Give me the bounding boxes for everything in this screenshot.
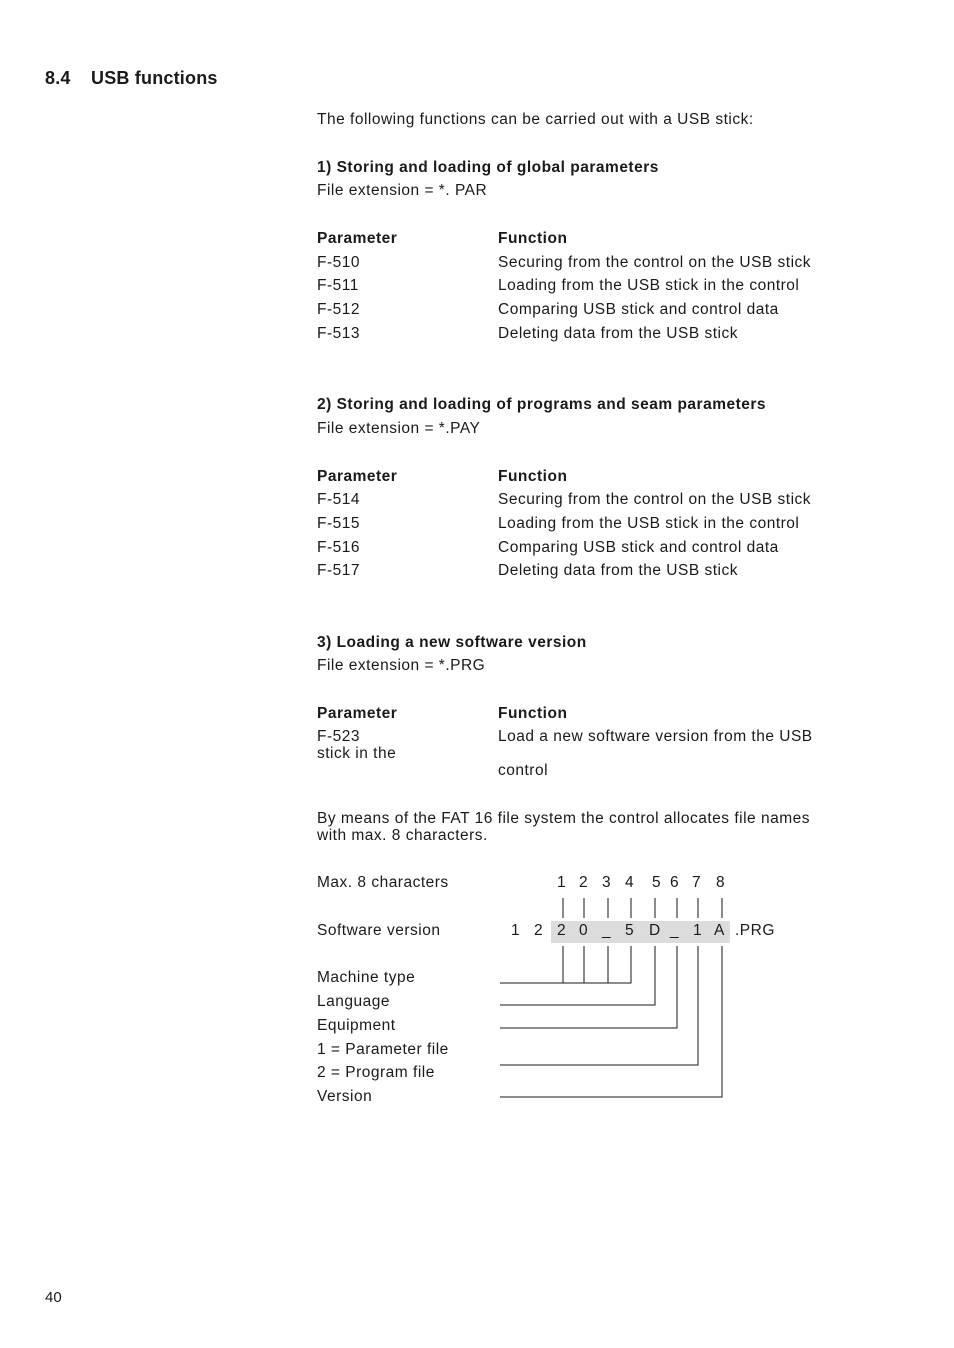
- section-title: USB functions: [91, 68, 218, 88]
- filename-prefix-1: 1: [511, 922, 521, 939]
- block2-col-function: Function: [498, 468, 568, 485]
- block3-param: F-523: [317, 728, 360, 745]
- bracket-version: [500, 946, 722, 1097]
- block2-func-2: Comparing USB stick and control data: [498, 539, 779, 556]
- legend-equipment: Equipment: [317, 1017, 396, 1034]
- block2-extension: File extension = *.PAY: [317, 420, 481, 437]
- legend-machine-type: Machine type: [317, 969, 416, 986]
- filename-char-2: 0: [579, 922, 589, 939]
- block3-param-cont: stick in the: [317, 745, 397, 762]
- legend-program-file: 2 = Program file: [317, 1064, 435, 1081]
- fat-text-line1: By means of the FAT 16 file system the control allocates file names: [317, 810, 810, 827]
- filename-char-1: 2: [557, 922, 567, 939]
- filename-highlight: [551, 921, 730, 943]
- block3-extension: File extension = *.PRG: [317, 657, 486, 674]
- filename-char-5: D: [649, 922, 661, 939]
- legend-parameter-file: 1 = Parameter file: [317, 1041, 449, 1058]
- position-3: 3: [602, 874, 612, 891]
- intro-text: The following functions can be carried out with a USB stick:: [317, 111, 754, 128]
- filename-char-6: _: [670, 922, 680, 939]
- block1-param-2: F-512: [317, 301, 360, 318]
- block2-param-1: F-515: [317, 515, 360, 532]
- block1-func-0: Securing from the control on the USB stick: [498, 254, 812, 271]
- position-4: 4: [625, 874, 635, 891]
- block2-param-2: F-516: [317, 539, 360, 556]
- max-characters-label: Max. 8 characters: [317, 874, 449, 891]
- block1-col-parameter: Parameter: [317, 230, 398, 247]
- fat-text-line2: with max. 8 characters.: [317, 827, 488, 844]
- bracket-equipment: [500, 946, 677, 1028]
- position-7: 7: [692, 874, 702, 891]
- block1-func-3: Deleting data from the USB stick: [498, 325, 738, 342]
- position-8: 8: [716, 874, 726, 891]
- block2-title: 2) Storing and loading of programs and seam parameters: [317, 396, 767, 413]
- block2-col-parameter: Parameter: [317, 468, 398, 485]
- filename-char-8: A: [714, 922, 725, 939]
- filename-suffix: .PRG: [735, 922, 775, 939]
- block1-func-1: Loading from the USB stick in the control: [498, 277, 800, 294]
- filename-prefix-2: 2: [534, 922, 544, 939]
- block3-col-parameter: Parameter: [317, 705, 398, 722]
- filename-char-3: _: [602, 922, 612, 939]
- block2-func-0: Securing from the control on the USB stick: [498, 491, 812, 508]
- block3-func-line1: Load a new software version from the USB: [498, 728, 813, 745]
- block3-title: 3) Loading a new software version: [317, 634, 587, 651]
- block3-col-function: Function: [498, 705, 568, 722]
- block1-col-function: Function: [498, 230, 568, 247]
- position-6: 6: [670, 874, 680, 891]
- section-number: 8.4: [45, 68, 71, 88]
- position-1: 1: [557, 874, 567, 891]
- software-version-label: Software version: [317, 922, 441, 939]
- legend-language: Language: [317, 993, 390, 1010]
- block1-param-3: F-513: [317, 325, 360, 342]
- position-5: 5: [652, 874, 662, 891]
- block1-title: 1) Storing and loading of global parameters: [317, 159, 659, 176]
- block1-param-0: F-510: [317, 254, 360, 271]
- filename-char-4: 5: [625, 922, 635, 939]
- block2-param-0: F-514: [317, 491, 360, 508]
- filename-char-7: 1: [693, 922, 703, 939]
- position-2: 2: [579, 874, 589, 891]
- block1-func-2: Comparing USB stick and control data: [498, 301, 779, 318]
- legend-version: Version: [317, 1088, 373, 1105]
- bracket-machine-type: [500, 946, 631, 983]
- block2-func-3: Deleting data from the USB stick: [498, 562, 738, 579]
- block1-extension: File extension = *. PAR: [317, 182, 488, 199]
- bracket-language: [500, 946, 655, 1005]
- page-number: 40: [45, 1289, 62, 1306]
- block2-func-1: Loading from the USB stick in the control: [498, 515, 800, 532]
- block2-param-3: F-517: [317, 562, 360, 579]
- block3-func-line2: control: [498, 762, 549, 779]
- block1-param-1: F-511: [317, 277, 359, 294]
